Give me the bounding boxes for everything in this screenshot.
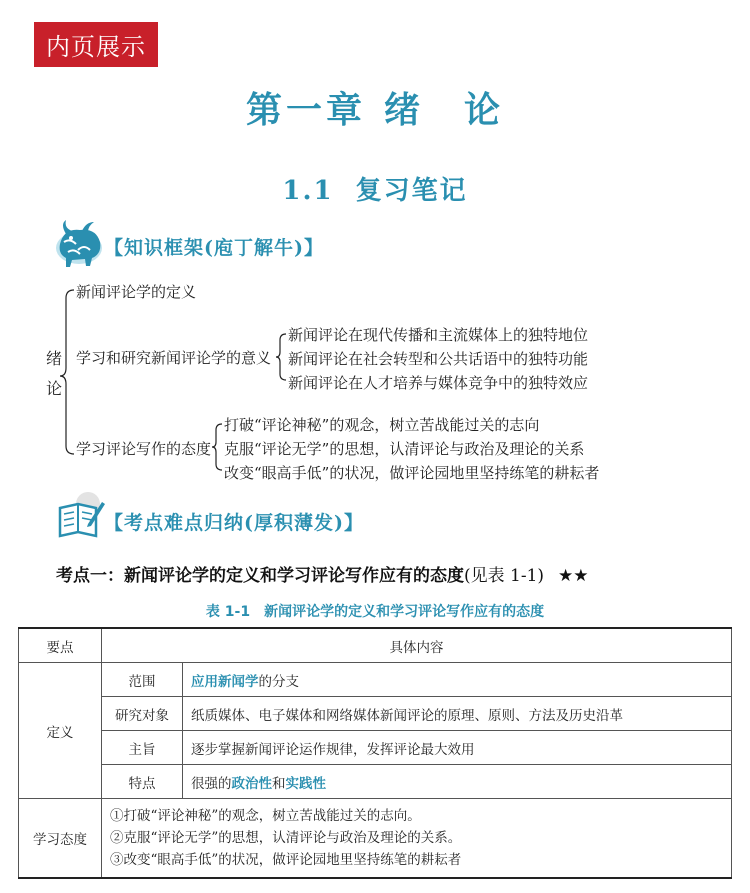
- attitude-line-1: ①打破“评论神秘”的观念，树立苦战能过关的志向。: [110, 808, 421, 824]
- page-badge: 内页展示: [34, 22, 158, 67]
- table-header-row: [19, 628, 732, 663]
- tree-leaf-attitude-3: 改变“眼高手低”的状况，做评论园地里坚持练笔的耕耘者: [224, 464, 600, 482]
- table-row: [19, 663, 732, 697]
- scope-suffix: 的分支: [258, 673, 299, 690]
- row-label-feature: 特点: [102, 765, 183, 799]
- point-ref: (见表 1-1): [464, 566, 545, 586]
- tree-leaf-meaning-3: 新闻评论在人才培养与媒体竞争中的独特效应: [288, 374, 589, 392]
- tree-branch-attitude: 学习评论写作的态度: [76, 440, 212, 458]
- row-label-purpose: 主旨: [102, 731, 183, 765]
- tree-root-char-1: 绪: [46, 349, 63, 368]
- summary-table: [18, 627, 732, 879]
- section-number: 1.1: [282, 176, 334, 206]
- importance-stars: ★★: [558, 566, 589, 586]
- tree-root-char-2: 论: [46, 379, 63, 398]
- chapter-number: 第一章: [245, 89, 366, 131]
- attitude-line-2: ②克服“评论无学”的思想，认清评论与政治及理论的关系。: [110, 830, 462, 846]
- header-key: 要点: [19, 628, 102, 663]
- table-row: [19, 799, 732, 879]
- tree-branch-meaning: 学习和研究新闻评论学的意义: [76, 349, 272, 367]
- highlight-applied-journalism: 应用新闻学: [191, 673, 259, 690]
- table-row: [19, 697, 732, 731]
- row-label-object: 研究对象: [102, 697, 183, 731]
- table-row: [19, 731, 732, 765]
- tree-leaf-attitude-2: 克服“评论无学”的思想，认清评论与政治及理论的关系: [224, 440, 585, 458]
- table-caption-number: 表 1-1: [205, 604, 251, 620]
- point-title: [56, 561, 589, 586]
- keypoints-heading: 【考点难点归纳(厚积薄发)】: [104, 512, 364, 534]
- tree-branch-definition: 新闻评论学的定义: [76, 283, 197, 301]
- row-value-object: 纸质媒体、电子媒体和网络媒体新闻评论的原理、原则、方法及历史沿革: [183, 697, 732, 731]
- table-caption-text: 新闻评论学的定义和学习评论写作应有的态度: [264, 604, 545, 620]
- framework-heading: 【知识框架(庖丁解牛)】: [104, 237, 324, 259]
- chapter-name: 绪 论: [384, 89, 505, 131]
- row-value-feature: [183, 765, 732, 799]
- attitude-key: 学习态度: [19, 799, 102, 879]
- notebook-pen-icon: [54, 490, 106, 544]
- definition-key: 定义: [19, 663, 102, 799]
- feature-and: 和: [272, 775, 286, 792]
- tree-leaf-meaning-1: 新闻评论在现代传播和主流媒体上的独特地位: [288, 326, 589, 344]
- highlight-practical: 实践性: [285, 775, 326, 792]
- feature-prefix: 很强的: [191, 775, 232, 792]
- table-caption: [0, 601, 750, 621]
- attitude-content: [102, 799, 732, 879]
- row-value-scope: [183, 663, 732, 697]
- row-label-scope: 范围: [102, 663, 183, 697]
- highlight-political: 政治性: [231, 775, 272, 792]
- tree-leaf-attitude-1: 打破“评论神秘”的观念，树立苦战能过关的志向: [224, 416, 540, 434]
- row-value-purpose: 逐步掌握新闻评论运作规律，发挥评论最大效用: [183, 731, 732, 765]
- header-content: 具体内容: [102, 628, 732, 663]
- point-title-text: 考点一：新闻评论学的定义和学习评论写作应有的态度: [56, 566, 464, 586]
- table-row: [19, 765, 732, 799]
- attitude-line-3: ③改变“眼高手低”的状况，做评论园地里坚持练笔的耕耘者: [110, 852, 462, 868]
- tree-leaf-meaning-2: 新闻评论在社会转型和公共话语中的独特功能: [288, 350, 589, 368]
- section-name: 复习笔记: [355, 176, 468, 206]
